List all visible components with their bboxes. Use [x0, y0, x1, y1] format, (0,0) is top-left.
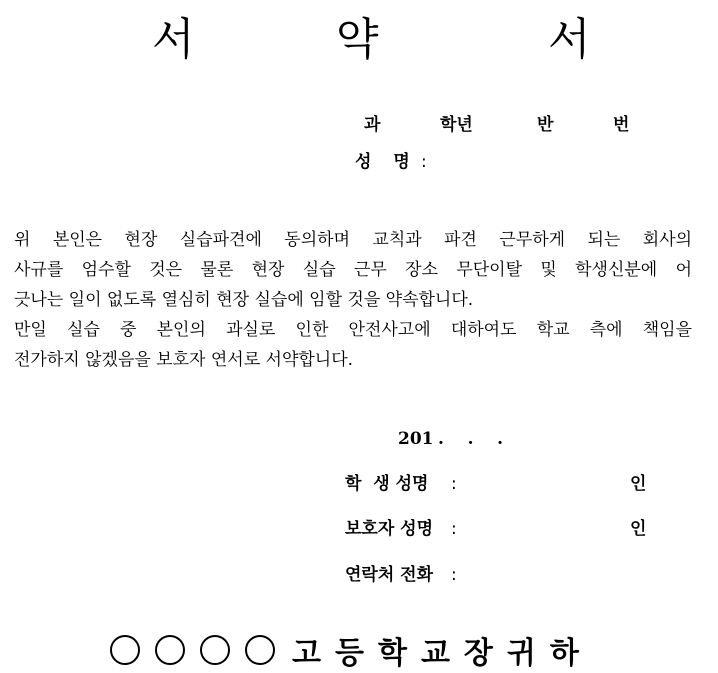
school-name-placeholder-circle	[245, 635, 275, 665]
title-char-3: 서	[548, 14, 591, 65]
student-name-label: 학 생 성명	[345, 474, 429, 494]
body-line: 만일 실습 중 본인의 과실로 인한 안전사고에 대하여도 학교 측에 책임을	[14, 320, 692, 340]
title-char-1: 서	[152, 14, 195, 65]
date-dots: . . .	[438, 429, 504, 449]
contact-phone-label: 연락처 전화	[345, 565, 434, 585]
name-colon: :	[421, 152, 427, 172]
guardian-name-colon: :	[451, 519, 457, 539]
guardian-seal-mark: 인	[630, 519, 647, 539]
body-line: 긋나는 일이 없도록 열심히 현장 실습에 임할 것을 약속합니다.	[14, 290, 474, 310]
guardian-name-label: 보호자 성명	[345, 519, 434, 539]
department-label: 과	[364, 115, 381, 135]
school-name-placeholder-circle	[155, 635, 185, 665]
title-char-2: 약	[336, 14, 379, 65]
student-name-colon: :	[451, 474, 457, 494]
date-year: 201	[398, 429, 434, 449]
name-label: 성 명	[355, 152, 418, 172]
body-line: 전가하지 않겠음을 보호자 연서로 서약합니다.	[14, 350, 354, 370]
student-seal-mark: 인	[630, 474, 647, 494]
school-name-placeholder-circle	[200, 635, 230, 665]
school-name-placeholder-circle	[110, 635, 140, 665]
body-line: 사규를 엄수할 것은 물론 현장 실습 근무 장소 무단이탈 및 학생신분에 어	[14, 260, 692, 280]
body-line: 위 본인은 현장 실습파견에 동의하며 교칙과 파견 근무하게 되는 회사의	[14, 230, 692, 250]
number-label: 번	[613, 115, 630, 135]
contact-phone-colon: :	[451, 565, 457, 585]
grade-label: 학년	[440, 115, 473, 135]
pledge-body	[14, 225, 692, 375]
class-label: 반	[537, 115, 554, 135]
document-title	[0, 10, 718, 70]
addressee-text: 고등학교장귀하	[292, 636, 593, 671]
addressee-line	[110, 628, 593, 672]
